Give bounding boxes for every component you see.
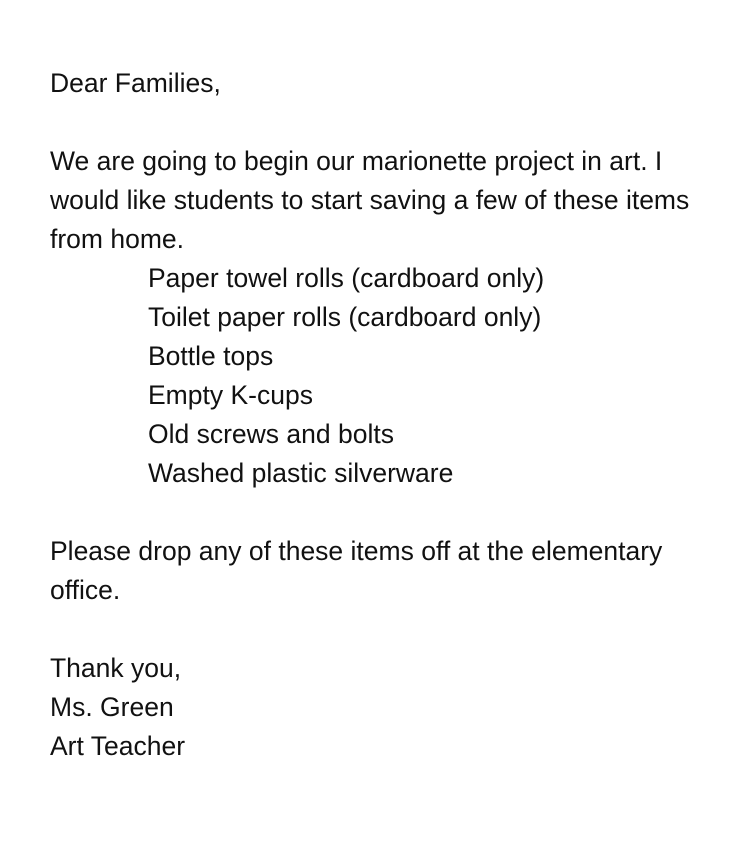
list-item: Washed plastic silverware	[148, 458, 454, 488]
signature-name: Ms. Green	[50, 692, 174, 722]
spacer	[50, 610, 710, 649]
letter	[50, 64, 710, 766]
list-item: Bottle tops	[148, 341, 274, 371]
list-item: Paper towel rolls (cardboard only)	[148, 263, 545, 293]
greeting: Dear Families,	[50, 68, 221, 98]
list-item: Toilet paper rolls (cardboard only)	[148, 302, 542, 332]
item-list	[50, 259, 710, 493]
closing: Thank you,	[50, 653, 182, 683]
spacer	[50, 103, 710, 142]
signature-title: Art Teacher	[50, 731, 186, 761]
list-item: Empty K-cups	[148, 380, 313, 410]
intro-paragraph: We are going to begin our marionette project in art. I would like students to start saving a few of these items from home.	[50, 146, 690, 254]
request-paragraph: Please drop any of these items off at the elementary office.	[50, 536, 663, 605]
list-item: Old screws and bolts	[148, 419, 394, 449]
spacer	[50, 493, 710, 532]
